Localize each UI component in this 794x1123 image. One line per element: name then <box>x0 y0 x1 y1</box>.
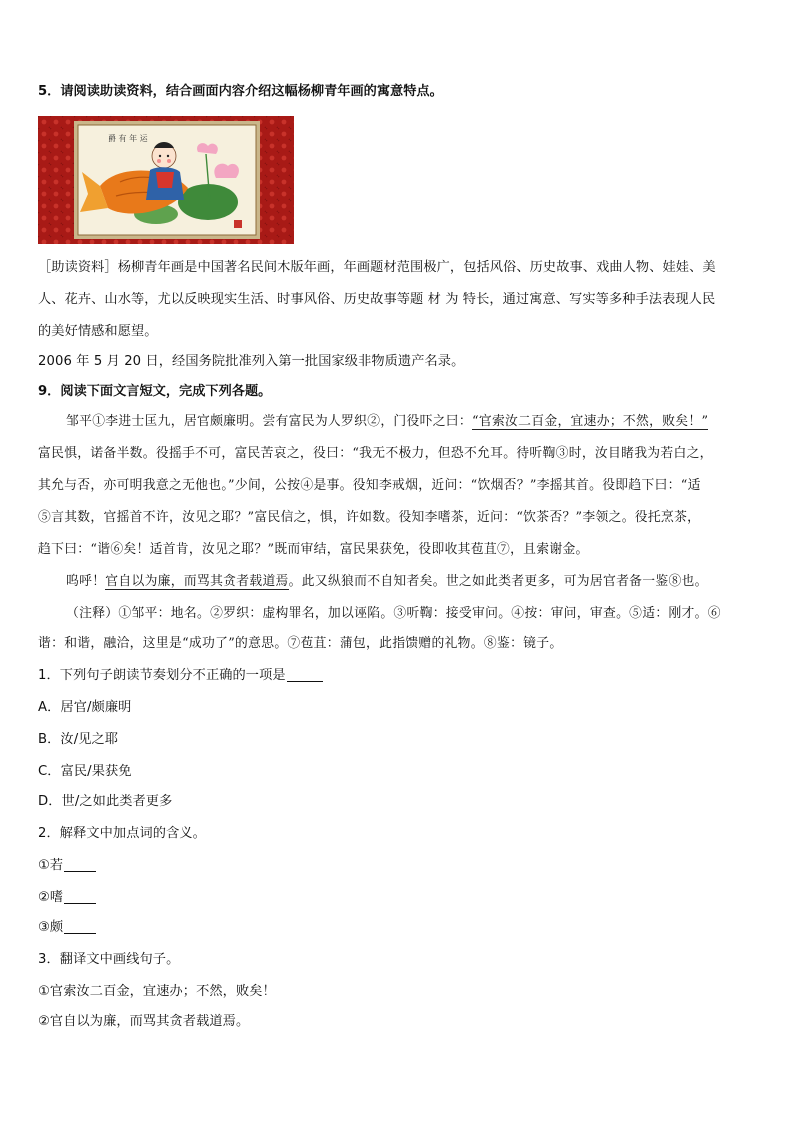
yangliuqing-painting-image <box>38 116 294 244</box>
word-item <box>38 888 760 908</box>
option-d: D．世/之如此类者更多 <box>38 794 173 809</box>
option-c: C．富民/果获免 <box>38 764 132 779</box>
sub-question-2-prompt: 2．解释文中加点词的含义。 <box>38 826 206 841</box>
passage-line <box>66 412 760 432</box>
question-5-prompt: 5．请阅读助读资料，结合画面内容介绍这幅杨柳青年画的寓意特点。 <box>38 84 443 99</box>
option-b: B．汝/见之耶 <box>38 732 119 747</box>
passage-line: 趋下曰：“谐⑥矣！适首肯，汝见之耶？”既而审结，富民果获免，役即收其苞苴⑦，且索谢金。 <box>38 542 589 557</box>
answer-blank[interactable] <box>287 667 323 682</box>
underlined-sentence-1: “官索汝二百金，宜速办；不然，败矣！” <box>472 414 709 429</box>
word-item <box>38 856 760 876</box>
child-cheek <box>167 159 171 163</box>
answer-blank[interactable] <box>64 857 96 872</box>
sub-question-3-prompt: 3．翻译文中画线句子。 <box>38 952 180 967</box>
reading-material-line: ［助读资料］杨柳青年画是中国著名民间木版年画，年画题材范围极广，包括风俗、历史故事、戏曲人物、娃娃、美 <box>38 260 716 275</box>
passage-line: ⑤言其数，官摇首不许，汝见之耶？”富民信之，惧，许如数。役知李嗜茶，近问：“饮茶否？”李领之。役托烹茶， <box>38 510 701 525</box>
child-cheek <box>157 159 161 163</box>
child-apron <box>156 172 174 188</box>
question-9-prompt: 9．阅读下面文言短文，完成下列各题。 <box>38 384 272 399</box>
lotus-flower <box>214 164 239 178</box>
sub-question-1 <box>38 666 760 686</box>
reading-material-line: 2006 年 5 月 20 日，经国务院批准列入第一批国家级非物质遗产名录。 <box>38 354 465 369</box>
passage-text: 邹平①李进士匡九，居官颇廉明。尝有富民为人罗织②，门役吓之曰： <box>66 414 473 429</box>
passage-line: 富民惧，诺备半数。役摇手不可，富民苦哀之，役曰：“我无不极力，但恐不允耳。待听鞫③时，汝目睹我为若白之， <box>38 446 713 461</box>
reading-material-line: 的美好情感和愿望。 <box>38 324 158 339</box>
inscription-text: 爵 有 年 运 <box>108 134 148 143</box>
annotation-line: 谐：和谐，融洽，这里是“成功了”的意思。⑦苞苴：蒲包，此指馈赠的礼物。⑧鉴：镜子。 <box>38 636 563 651</box>
passage-line <box>66 572 760 592</box>
red-seal <box>234 220 242 228</box>
child-eye <box>159 155 161 157</box>
word-label: ③颇 <box>38 920 64 935</box>
option-a: A．居官/颇廉明 <box>38 700 132 715</box>
word-label: ②嗜 <box>38 890 64 905</box>
child-eye <box>167 155 169 157</box>
translate-item: ①官索汝二百金，宜速办；不然，败矣！ <box>38 984 276 999</box>
translate-item: ②官自以为廉，而骂其贪者载道焉。 <box>38 1014 250 1029</box>
passage-line: 其允与否，亦可明我意之无他也。”少间，公按④是事。役知李戒烟，近问：“饮烟否？”李摇其首。役即趋下曰：“适 <box>38 478 701 493</box>
answer-blank[interactable] <box>64 889 96 904</box>
answer-blank[interactable] <box>64 919 96 934</box>
word-item <box>38 918 760 938</box>
reading-material-line: 人、花卉、山水等，尤以反映现实生活、时事风俗、历史故事等题 材 为 特长，通过寓意、写实等多种手法表现人民 <box>38 292 716 307</box>
underlined-sentence-2: 官自以为廉，而骂其贪者载道焉 <box>105 574 289 589</box>
annotation-line: （注释）①邹平：地名。②罗织：虚构罪名，加以诬陷。③听鞫：接受审问。④按：审问，审查。⑤适：刚才。⑥ <box>66 606 721 621</box>
sub-question-1-prompt: 1．下列句子朗读节奏划分不正确的一项是 <box>38 668 286 683</box>
word-label: ①若 <box>38 858 64 873</box>
passage-text: 。此又纵狼而不自知者矣。世之如此类者更多，可为居官者备一鉴⑧也。 <box>288 574 708 589</box>
painting-svg <box>38 116 294 244</box>
passage-text: 呜呼！ <box>66 574 106 589</box>
